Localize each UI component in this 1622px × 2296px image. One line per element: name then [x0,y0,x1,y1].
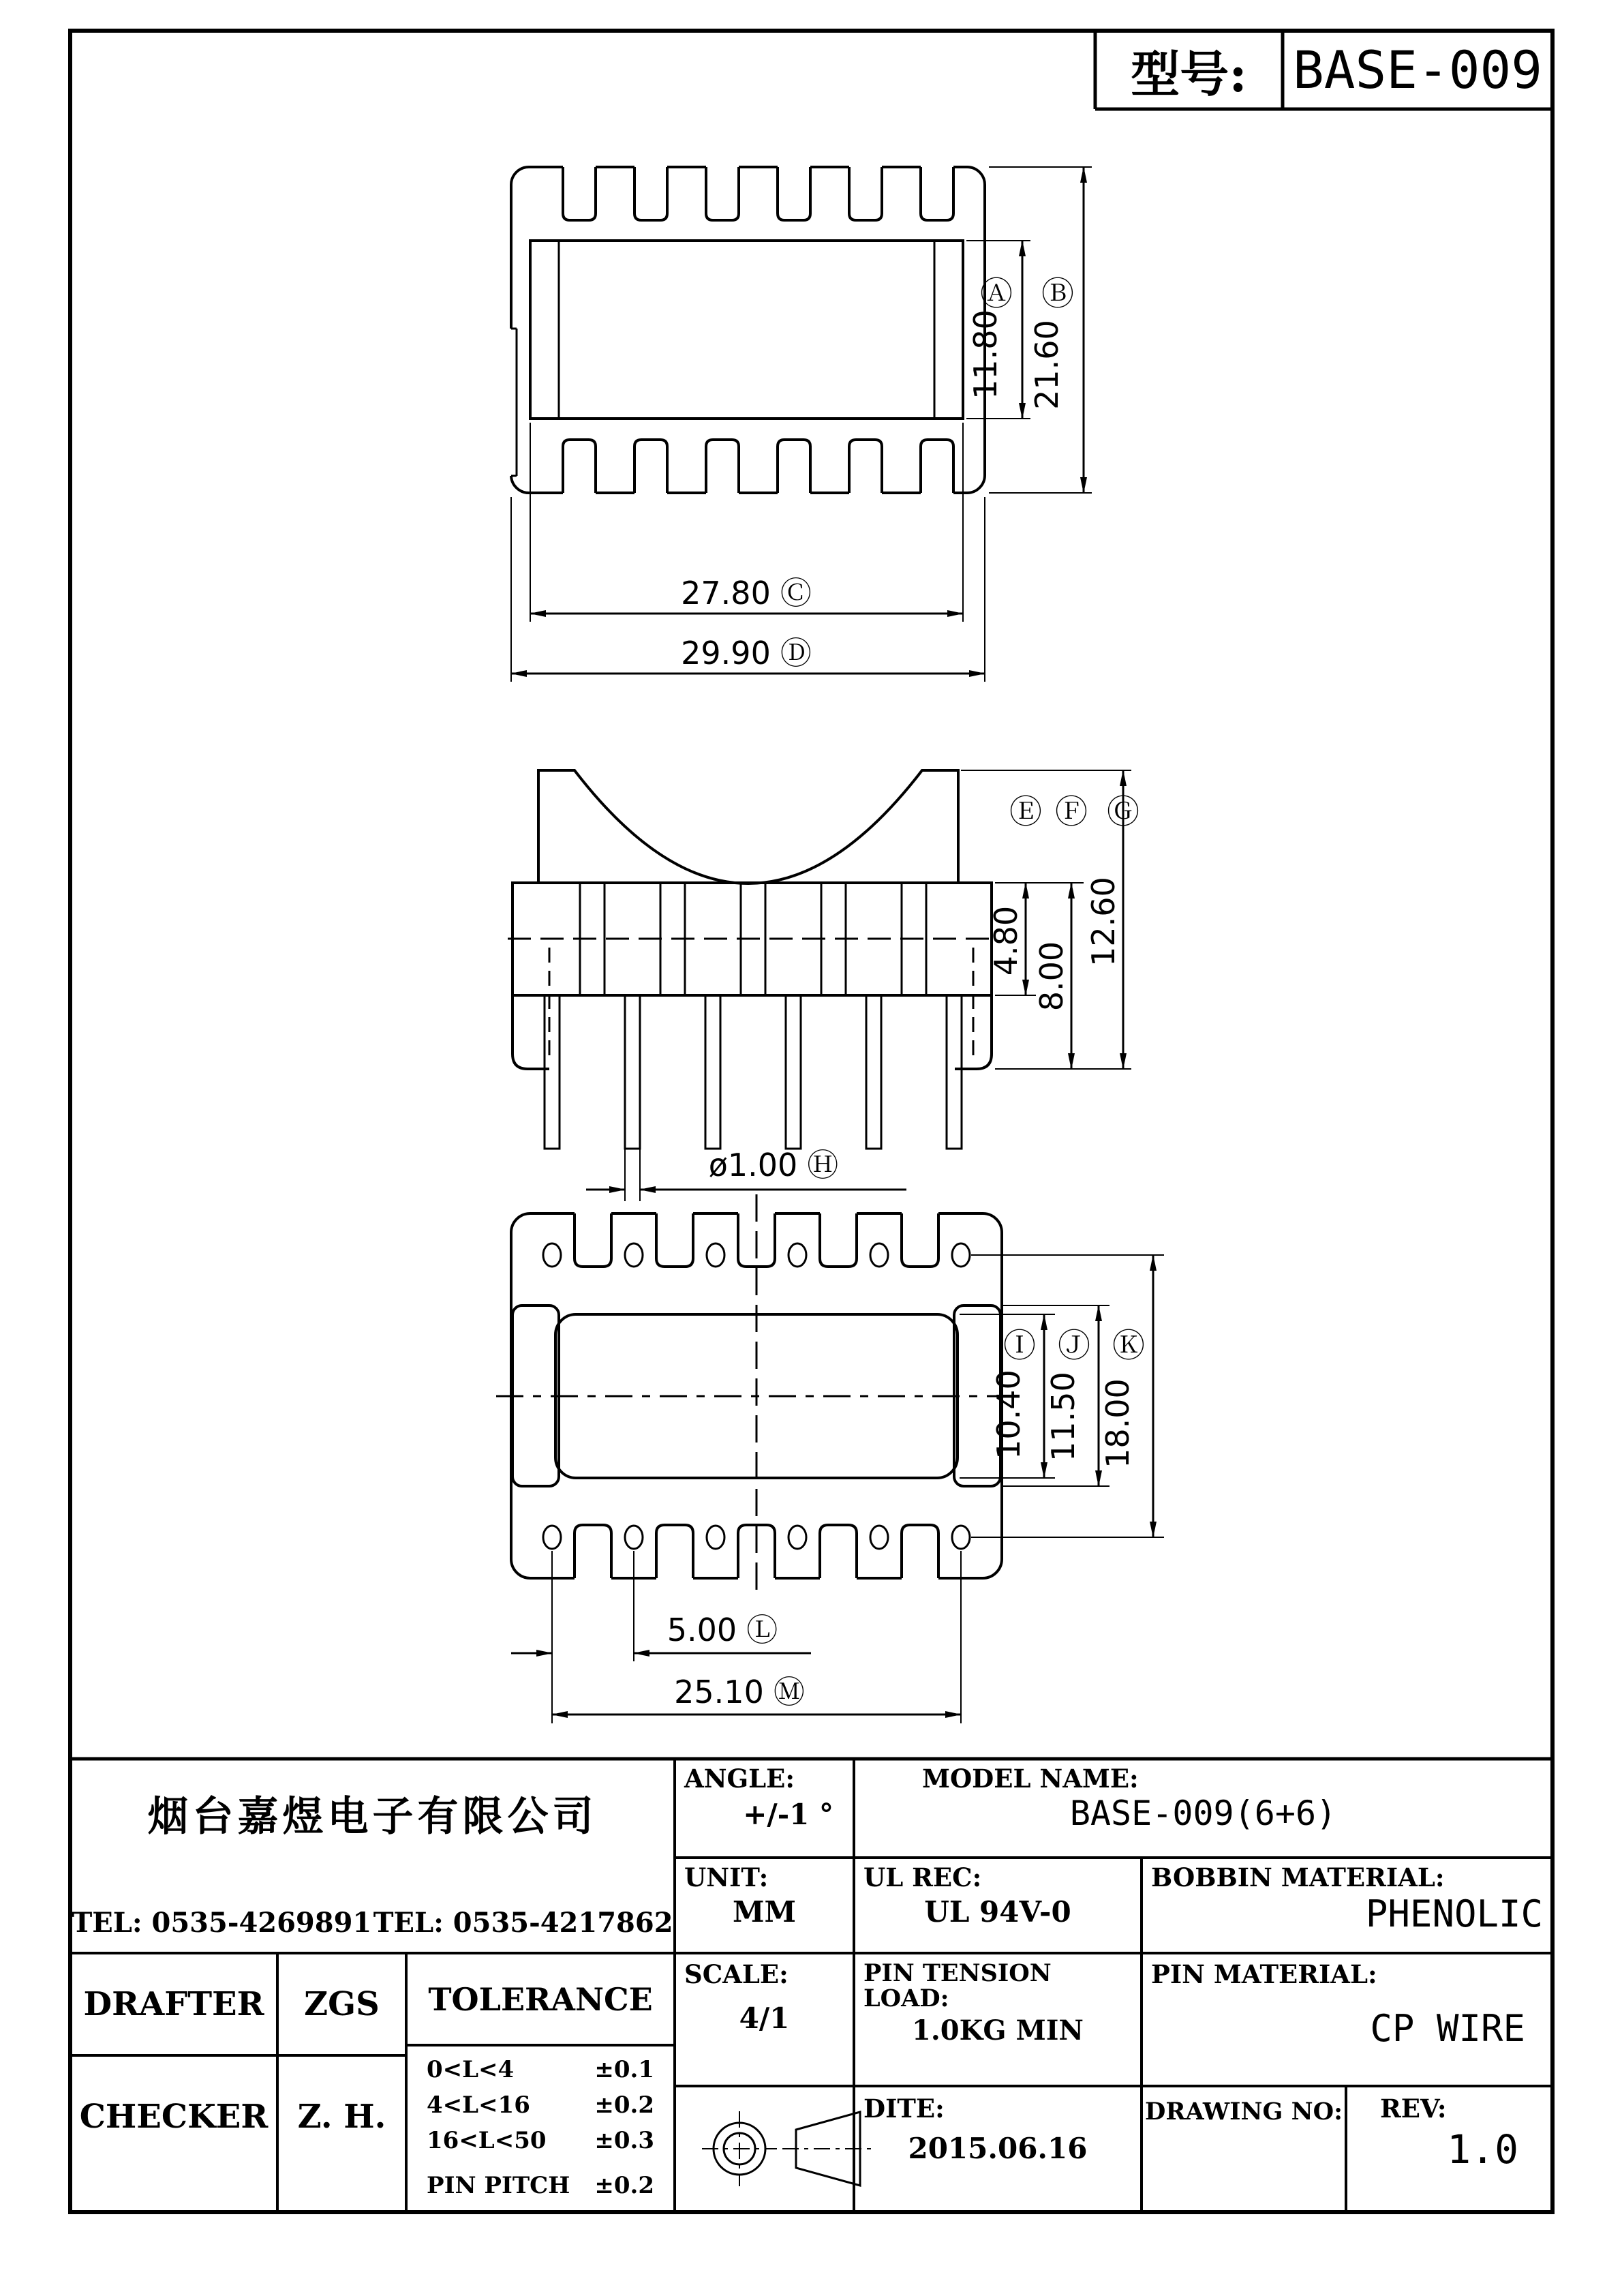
tolerance-value: ±0.3 [594,2127,654,2154]
dim-k-value: 18.00 [1099,1378,1136,1468]
scale-label: SCALE: [684,1959,789,1989]
rev-value: 1.0 [1447,2126,1518,2173]
bobbin-material-label: BOBBIN MATERIAL: [1151,1862,1445,1892]
side-view-drawing [508,770,996,1149]
pin-material-label: PIN MATERIAL: [1151,1959,1377,1989]
model-name-value: BASE-009(6+6) [1069,1793,1337,1833]
dim-l-symbol: Ⓛ [746,1612,778,1648]
tolerance-row [427,2172,654,2205]
dim-c-value: 27.80 [681,575,771,611]
dim-h-value: ø1.00 [708,1147,798,1183]
tolerance-row [427,2127,654,2160]
dim-f-value: 8.00 [1033,941,1070,1012]
tolerance-value: ±0.2 [594,2172,654,2199]
drawing-no-label: DRAWING NO: [1145,2098,1343,2126]
tolerance-value: ±0.2 [594,2091,654,2119]
angle-label: ANGLE: [684,1764,795,1794]
dim-l-label [667,1612,778,1648]
dim-l-value: 5.00 [667,1612,737,1648]
dim-m-symbol: Ⓜ [773,1674,805,1710]
angle-value: +/-1 ° [743,1797,833,1831]
date-label: DITE: [863,2094,945,2124]
pin-tension-value: 1.0KG MIN [912,2014,1084,2046]
checker-label: CHECKER [79,2098,269,2136]
tolerance-range: 0<L<4 [427,2056,515,2083]
tolerance-range: 16<L<50 [427,2127,547,2154]
dim-k-symbol: Ⓚ [1112,1327,1146,1365]
dim-e-value: 4.80 [988,905,1024,976]
dim-f-symbol: Ⓕ [1054,793,1088,831]
company-tel-1: TEL: 0535-4269891 [72,1906,372,1939]
dim-i-symbol: Ⓘ [1003,1327,1037,1365]
dim-a-symbol: Ⓐ [979,275,1013,313]
top-view-drawing [508,163,985,497]
pin-material-value: CP WIRE [1370,2006,1525,2050]
tolerance-row [427,2091,654,2124]
pin-tension-label: PIN TENSION LOAD: [863,1959,1052,2012]
dim-j-value: 11.50 [1045,1372,1082,1462]
checker-value: Z. H. [297,2098,386,2136]
dim-h-label [709,1147,839,1183]
tolerance-value: ±0.1 [594,2056,654,2083]
dim-h-symbol: Ⓗ [807,1147,839,1183]
bobbin-material-value: PHENOLIC [1365,1892,1543,1935]
model-name-label: MODEL NAME: [922,1764,1139,1794]
company-tel-2: TEL: 0535-4217862 [373,1906,673,1939]
bottom-view-drawing [496,1194,1017,1599]
dim-a-value: 11.80 [967,309,1004,399]
dim-j-symbol: Ⓙ [1057,1327,1091,1365]
drafter-label: DRAFTER [83,1985,264,2023]
model-number: BASE-009 [1292,40,1543,100]
dim-m-label [674,1674,805,1710]
dim-g-value: 12.60 [1085,877,1122,967]
dim-c-symbol: Ⓒ [780,575,812,611]
tolerance-header: TOLERANCE [428,1980,653,2018]
dim-m-value: 25.10 [674,1674,764,1710]
dim-g-symbol: Ⓖ [1106,793,1140,831]
drafter-value: ZGS [304,1985,380,2023]
dim-e-symbol: Ⓔ [1009,793,1043,831]
dim-b-symbol: Ⓑ [1041,275,1075,313]
unit-label: UNIT: [684,1862,769,1892]
bottom-view-dimensions [511,1255,1164,1723]
dim-d-value: 29.90 [681,635,771,671]
tolerance-range: PIN PITCH [427,2172,570,2199]
rev-label: REV: [1380,2094,1447,2124]
projection-symbol-icon [702,2111,874,2186]
ul-rec-label: UL REC: [863,1862,982,1892]
dim-d-symbol: Ⓓ [780,635,812,671]
model-label: 型号: [1131,44,1247,103]
dim-b-value: 21.60 [1028,320,1065,410]
unit-value: MM [733,1894,796,1929]
ul-rec-value: UL 94V-0 [924,1894,1071,1929]
dim-i-value: 10.40 [990,1370,1027,1460]
company-name: 烟台嘉煜电子有限公司 [147,1793,598,1841]
scale-value: 4/1 [739,2001,790,2035]
dim-d-label [681,635,812,671]
dim-c-label [681,575,812,611]
tolerance-range: 4<L<16 [427,2091,530,2119]
tolerance-row [427,2056,654,2089]
date-value: 2015.06.16 [908,2131,1088,2165]
